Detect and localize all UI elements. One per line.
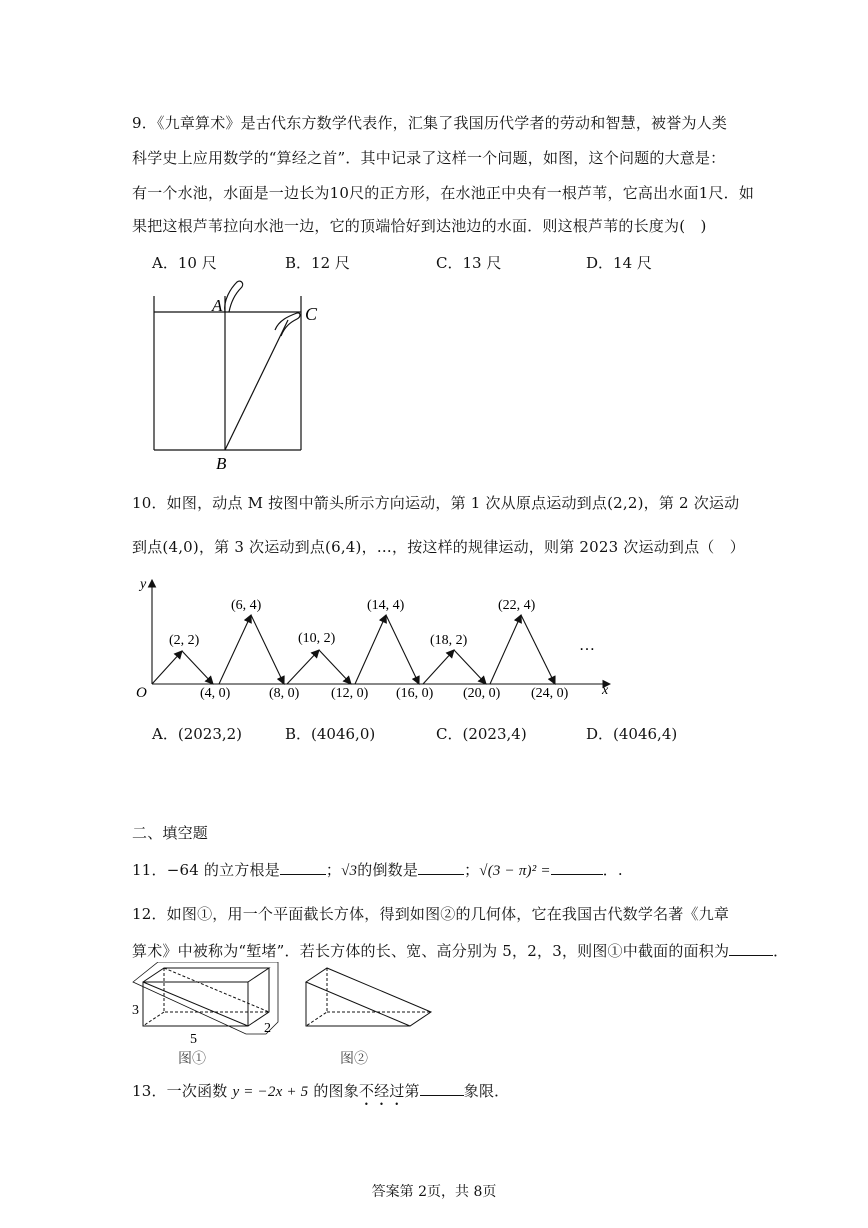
- seg-5: [287, 650, 319, 684]
- dim-width: 2: [264, 1021, 271, 1036]
- q9-option-c[interactable]: C．13 尺: [436, 254, 502, 272]
- ellipsis: …: [579, 637, 595, 654]
- reed-pulled: [225, 320, 288, 450]
- seg-9: [423, 650, 454, 684]
- q10-option-a[interactable]: A．(2023,2): [152, 725, 243, 743]
- seg-7: [355, 615, 386, 684]
- dim-height: 3: [132, 1003, 139, 1018]
- q13-blank[interactable]: [420, 1081, 464, 1096]
- seg-12: [521, 615, 555, 684]
- zero-label-4: (16, 0): [396, 686, 434, 701]
- peak-label-3: (10, 2): [298, 631, 336, 646]
- wedge-slope: [306, 968, 431, 1026]
- zero-label-2: (8, 0): [269, 686, 300, 701]
- peak-label-6: (22, 4): [498, 598, 536, 613]
- cutting-plane: [133, 962, 278, 1034]
- label-b: B: [216, 454, 227, 473]
- reed-leaf-top-icon: [225, 281, 243, 312]
- seg-4: [251, 615, 284, 684]
- q10-path-figure: [125, 572, 620, 707]
- peak-label-1: (2, 2): [169, 633, 200, 648]
- q10-option-b[interactable]: B．(4046,0): [285, 725, 376, 743]
- q12-blank[interactable]: [729, 941, 773, 956]
- q10-line2: 到点(4,0)，第 3 次运动到点(6,4)，…，按这样的规律运动，则第 2023 次运动到点（ ）: [132, 538, 745, 556]
- cuboid-side: [248, 968, 269, 1026]
- dim-length: 5: [190, 1032, 197, 1047]
- q12-figure-1: [128, 962, 288, 1072]
- seg-6: [319, 650, 351, 684]
- peak-label-4: (14, 4): [367, 598, 405, 613]
- q9-line4: 果把这根芦苇拉向水池一边，它的顶端恰好到达池边的水面．则这根芦苇的长度为( ): [132, 217, 707, 235]
- page-footer: 答案第 2页，共 8页: [371, 1184, 497, 1200]
- fig2-label: 图②: [340, 1052, 368, 1067]
- origin-label: O: [136, 685, 147, 701]
- peak-label-2: (6, 4): [231, 598, 262, 613]
- q9-option-b[interactable]: B．12 尺: [285, 254, 350, 272]
- zero-label-5: (20, 0): [463, 686, 501, 701]
- seg-8: [386, 615, 419, 684]
- reed-leaf-edge-icon: [275, 313, 300, 336]
- seg-1: [152, 651, 182, 684]
- q12-line1: 12．如图①，用一个平面截长方体，得到如图②的几何体，它在我国古代数学名著《九章: [132, 905, 730, 923]
- q9-line1: 9．《九章算术》是古代东方数学代表作，汇集了我国历代学者的劳动和智慧，被誉为人类: [132, 114, 728, 132]
- q9-line3: 有一个水池，水面是一边长为10尺的正方形，在水池正中央有一根芦苇，它高出水面1尺．如: [132, 184, 755, 202]
- y-axis-label: y: [140, 577, 147, 592]
- cuboid-top: [143, 968, 269, 982]
- q10-option-d[interactable]: D．(4046,4): [586, 725, 678, 743]
- fig1-label: 图①: [178, 1052, 206, 1067]
- q12-line2: 算术》中被称为“堑堵”．若长方体的长、宽、高分别为 5，2，3，则图①中截面的面积为 ．: [132, 942, 789, 960]
- q11-line: 11．−64 的立方根是 ；√3的倒数是 ；√(3 − π)² = ．.: [132, 861, 623, 879]
- q12-figure-2: [300, 962, 440, 1072]
- cut-diagonal: [143, 982, 248, 1026]
- q11-blank-3[interactable]: [551, 860, 603, 875]
- q9-pond-figure: [145, 280, 330, 475]
- section-title: 二、填空题: [132, 824, 209, 842]
- q13-line: 13．一次函数 y = −2x + 5 的图象不经过第 象限．: [132, 1082, 510, 1100]
- peak-label-5: (18, 2): [430, 633, 468, 648]
- seg-10: [454, 650, 486, 684]
- seg-11: [490, 615, 521, 684]
- label-a: A: [212, 296, 223, 315]
- seg-3: [219, 615, 251, 684]
- label-c: C: [305, 304, 318, 324]
- seg-2: [182, 651, 213, 684]
- q11-blank-2[interactable]: [418, 860, 464, 875]
- q10-option-c[interactable]: C．(2023,4): [436, 725, 527, 743]
- x-axis-label: x: [602, 683, 609, 698]
- q9-option-a[interactable]: A．10 尺: [152, 254, 217, 272]
- zero-label-6: (24, 0): [531, 686, 569, 701]
- zero-label-3: (12, 0): [331, 686, 369, 701]
- q9-line2: 科学史上应用数学的“算经之首”．其中记录了这样一个问题，如图，这个问题的大意是：: [132, 149, 726, 167]
- q9-option-d[interactable]: D．14 尺: [586, 254, 652, 272]
- zero-label-1: (4, 0): [200, 686, 231, 701]
- q10-line1: 10．如图，动点 M 按图中箭头所示方向运动，第 1 次从原点运动到点(2,2)，第 2 次运动: [132, 494, 740, 512]
- q11-blank-1[interactable]: [280, 860, 326, 875]
- wedge-hidden-edge: [306, 968, 327, 1026]
